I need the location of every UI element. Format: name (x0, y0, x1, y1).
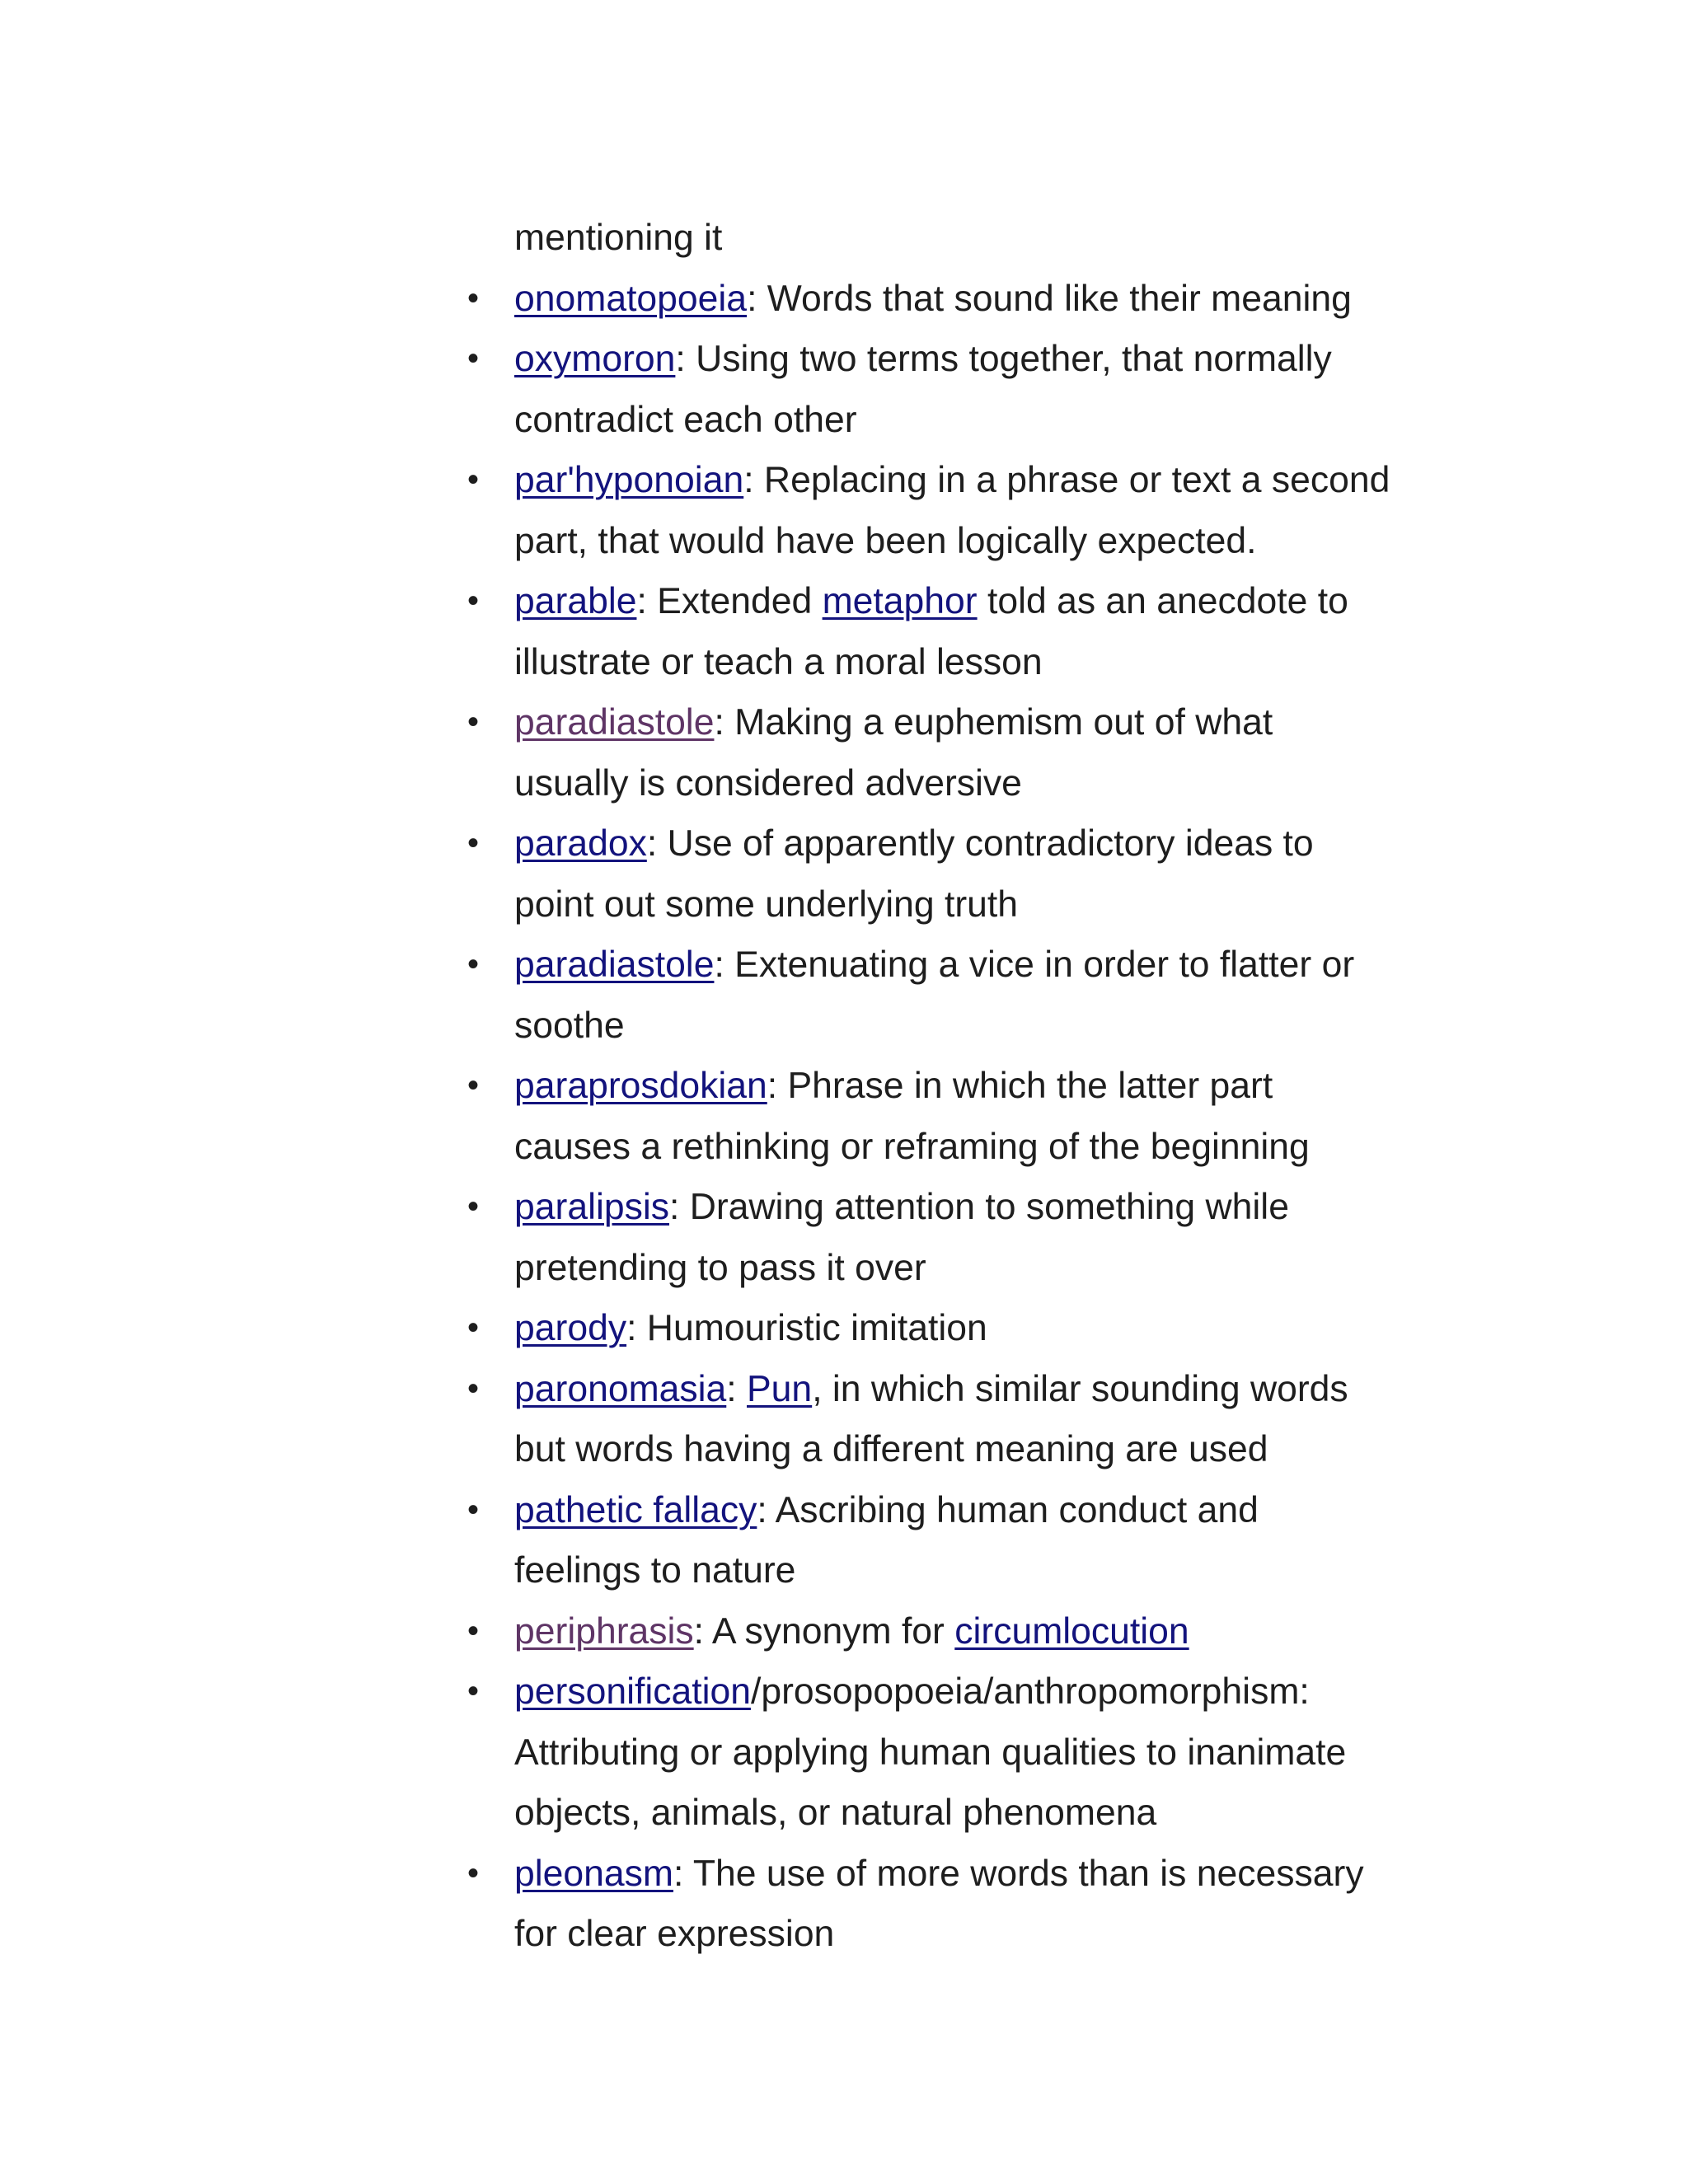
bullet-icon: • (467, 1491, 479, 1528)
term-link-metaphor[interactable]: metaphor (822, 581, 978, 621)
term-description: soothe (514, 1005, 625, 1046)
bullet-icon: • (467, 1188, 479, 1225)
term-description: : Humouristic imitation (626, 1308, 987, 1348)
term-description: usually is considered adversive (514, 762, 1022, 804)
term-description: pretending to pass it over (514, 1247, 926, 1288)
term-description: /prosopopoeia/anthropomorphism: (750, 1671, 1310, 1712)
list-item (467, 1661, 1462, 1844)
term-link-paradiastole[interactable]: paradiastole (514, 944, 715, 985)
list-item (467, 1601, 1462, 1662)
term-description: causes a rethinking or reframing of the beginning (514, 1126, 1310, 1167)
previous-entry-continuation: mentioning it (514, 218, 723, 258)
bullet-icon: • (467, 462, 479, 498)
term-description: : Use of apparently contradictory ideas to (646, 823, 1314, 864)
list-item (467, 269, 1462, 330)
term-link-paradox[interactable]: paradox (514, 823, 647, 864)
term-description: : Using two terms together, that normally (675, 339, 1332, 379)
term-description: : Extenuating a vice in order to flatter or (714, 944, 1355, 985)
bullet-icon: • (467, 825, 479, 861)
term-link-personification[interactable]: personification (514, 1671, 751, 1712)
list-item (467, 692, 1462, 813)
term-link-circumlocution[interactable]: circumlocution (954, 1610, 1189, 1652)
list-item (467, 1359, 1462, 1480)
bullet-icon: • (467, 1612, 479, 1649)
list-item (467, 1844, 1462, 1965)
list-item (467, 450, 1462, 571)
list-item (467, 813, 1462, 935)
list-item (467, 1056, 1462, 1177)
term-link-pun[interactable]: Pun (747, 1368, 813, 1409)
term-description: but words having a different meaning are used (514, 1429, 1268, 1469)
term-description: : Extended (636, 581, 823, 621)
bullet-icon: • (467, 704, 479, 740)
term-description: : Replacing in a phrase or text a second (743, 460, 1390, 500)
term-link-pleonasm[interactable]: pleonasm (514, 1853, 673, 1894)
term-link-onomatopoeia[interactable]: onomatopoeia (514, 278, 748, 319)
term-link-oxymoron[interactable]: oxymoron (514, 339, 676, 379)
term-description: : Drawing attention to something while (668, 1187, 1289, 1227)
term-link-paradiastole[interactable]: paradiastole (514, 702, 715, 743)
term-description: : Words that sound like their meaning (747, 278, 1352, 319)
term-link-paralipsis[interactable]: paralipsis (514, 1187, 669, 1227)
term-description: part, that would have been logically expected. (514, 520, 1257, 561)
bullet-icon: • (467, 583, 479, 619)
term-description: : Phrase in which the latter part (767, 1066, 1273, 1106)
term-description: illustrate or teach a moral lesson (514, 641, 1043, 682)
term-description: told as an anecdote to (977, 581, 1348, 621)
term-link-periphrasis[interactable]: periphrasis (514, 1610, 694, 1652)
term-description: point out some underlying truth (514, 883, 1019, 925)
list-item (467, 1298, 1462, 1359)
term-description: contradict each other (514, 399, 857, 440)
list-item (467, 1480, 1462, 1601)
term-description: Attributing or applying human qualities to inanimate (514, 1732, 1347, 1773)
bullet-icon: • (467, 1370, 479, 1407)
term-link-parable[interactable]: parable (514, 581, 637, 621)
term-description: for clear expression (514, 1914, 835, 1954)
term-link-paraprosdokian[interactable]: paraprosdokian (514, 1066, 767, 1106)
bullet-icon: • (467, 1067, 479, 1104)
term-description: : (726, 1368, 747, 1409)
term-description: : A synonym for (693, 1610, 955, 1652)
bullet-icon: • (467, 1310, 479, 1346)
terms-list (467, 269, 1462, 1965)
term-description: : Making a euphemism out of what (714, 702, 1273, 743)
list-item (467, 329, 1462, 450)
list-item (467, 1177, 1462, 1298)
term-description: objects, animals, or natural phenomena (514, 1793, 1157, 1833)
bullet-icon: • (467, 1854, 479, 1891)
term-description: , in which similar sounding words (812, 1368, 1348, 1409)
term-link-paronomasia[interactable]: paronomasia (514, 1368, 727, 1409)
term-description: : Ascribing human conduct and (757, 1489, 1259, 1530)
term-description: : The use of more words than is necessary (673, 1853, 1364, 1894)
figures-of-speech-list-section (467, 208, 1462, 1965)
bullet-icon: • (467, 279, 479, 316)
bullet-icon: • (467, 1673, 479, 1709)
bullet-icon: • (467, 946, 479, 982)
term-link-pathetic-fallacy[interactable]: pathetic fallacy (514, 1489, 757, 1530)
list-item (467, 935, 1462, 1056)
term-link-par-hyponoian[interactable]: par'hyponoian (514, 460, 744, 500)
term-link-parody[interactable]: parody (514, 1308, 627, 1348)
list-item (467, 571, 1462, 692)
term-description: feelings to nature (514, 1550, 796, 1591)
bullet-icon: • (467, 340, 479, 377)
